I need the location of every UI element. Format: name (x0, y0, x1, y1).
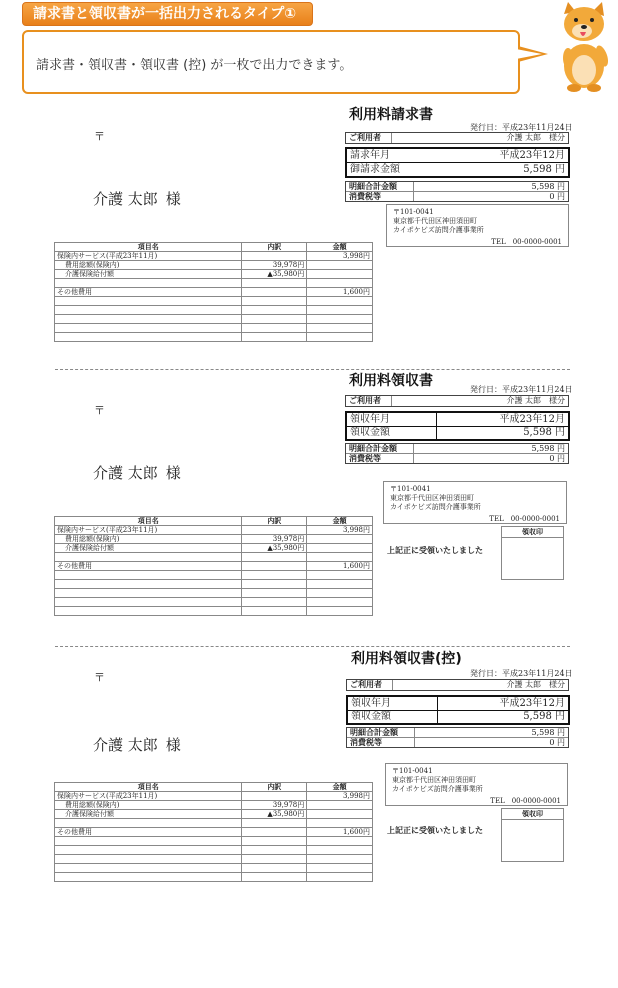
amount-label: 御請求金額 (350, 164, 400, 175)
table-cell-item (55, 607, 242, 616)
recipient-name-text: 介護 太郎 (93, 736, 158, 754)
recipient-name (93, 734, 181, 755)
address-postal: 〒101-0041 (390, 485, 431, 493)
table-cell-item (55, 279, 242, 288)
user-value: 介護 太郎 様分 (506, 396, 565, 405)
table-cell-detail: 39,978円 (242, 801, 307, 810)
table-cell-amount (307, 855, 373, 864)
table-cell-amount (307, 801, 373, 810)
table-cell-detail (242, 324, 307, 333)
dog-mascot-icon (546, 0, 616, 92)
user-value: 介護 太郎 様分 (506, 680, 565, 689)
summary-box (345, 181, 569, 202)
amount-label: 領収金額 (347, 427, 437, 439)
table-cell-amount (307, 535, 373, 544)
amount-value: 5,598 円 (523, 427, 565, 438)
tax-label: 消費税等 (347, 738, 415, 747)
postal-mark: 〒 (94, 671, 105, 684)
table-row (55, 837, 373, 846)
table-cell-detail (242, 553, 307, 562)
doc-title: 利用料領収書 (349, 373, 433, 389)
table-cell-amount (307, 837, 373, 846)
table-cell-item (55, 553, 242, 562)
table-cell-amount: 1,600円 (307, 562, 373, 571)
receipt-stamp-box (501, 526, 564, 580)
table-cell-amount (307, 810, 373, 819)
summary-box (346, 727, 569, 748)
table-cell-detail (242, 589, 307, 598)
table-cell-item: その他費用 (55, 288, 242, 297)
table-row (55, 252, 373, 261)
period-label: 請求年月 (350, 150, 390, 161)
total-value: 5,598 円 (531, 444, 565, 453)
table-header-row (55, 517, 373, 526)
table-row (55, 544, 373, 553)
table-cell-detail (242, 598, 307, 607)
period-label: 領収年月 (347, 413, 437, 426)
table-cell-item (55, 846, 242, 855)
table-header-cell: 金額 (307, 517, 373, 526)
table-cell-detail (242, 297, 307, 306)
table-cell-amount (307, 306, 373, 315)
user-label: ご利用者 (346, 133, 392, 143)
period-label: 領収年月 (348, 697, 438, 710)
table-cell-amount (307, 553, 373, 562)
table-cell-detail (242, 315, 307, 324)
table-cell-amount: 3,998円 (307, 792, 373, 801)
recipient-name (93, 188, 181, 209)
address-line1: 東京都千代田区神田須田町 (393, 217, 477, 225)
user-value: 介護 太郎 様分 (506, 133, 565, 142)
table-row (55, 535, 373, 544)
table-cell-amount (307, 580, 373, 589)
items-table (54, 242, 373, 342)
amount-value: 5,598 円 (523, 711, 565, 722)
tax-value: 0 円 (549, 454, 565, 463)
honorific: 様 (165, 736, 181, 754)
user-box (345, 132, 569, 144)
table-row (55, 324, 373, 333)
doc-title: 利用料請求書 (349, 107, 433, 123)
table-row (55, 306, 373, 315)
invoice-document (0, 102, 618, 372)
table-cell-detail: 39,978円 (242, 535, 307, 544)
total-label: 明細合計金額 (346, 444, 414, 453)
table-cell-amount (307, 819, 373, 828)
user-box (345, 395, 569, 407)
table-cell-amount (307, 324, 373, 333)
receipt-stamp-box (501, 808, 564, 862)
bubble-tail-inner (516, 49, 542, 59)
summary-box (345, 443, 569, 464)
user-box (346, 679, 569, 691)
receipt-document (0, 370, 618, 640)
table-cell-item: 介護保険給付額 (55, 544, 242, 553)
table-cell-detail (242, 828, 307, 837)
total-value: 5,598 円 (531, 728, 565, 737)
table-row (55, 333, 373, 342)
address-postal: 〒101-0041 (393, 208, 434, 216)
table-cell-detail: ▲35,980円 (242, 544, 307, 553)
table-cell-item (55, 315, 242, 324)
period-value: 平成23年12月 (499, 414, 565, 425)
provider-address (383, 481, 567, 524)
table-row (55, 562, 373, 571)
table-row (55, 261, 373, 270)
issue-date: 発行日：平成23年11月24日 (470, 123, 573, 132)
received-text: 上記正に受領いたしました (387, 546, 483, 555)
postal-mark: 〒 (94, 404, 105, 417)
receipt-box (346, 695, 570, 725)
table-cell-item (55, 819, 242, 828)
description-text: 請求書・領収書・領収書 (控) が一枚で出力できます。 (36, 58, 353, 73)
table-row (55, 828, 373, 837)
table-cell-item (55, 333, 242, 342)
total-label: 明細合計金額 (346, 182, 414, 191)
billing-box (345, 147, 570, 178)
table-row (55, 873, 373, 882)
table-row (55, 279, 373, 288)
provider-address (385, 763, 568, 806)
tax-value: 0 円 (549, 738, 565, 747)
table-cell-detail: 39,978円 (242, 261, 307, 270)
recipient-name-text: 介護 太郎 (93, 464, 158, 482)
table-cell-detail (242, 607, 307, 616)
table-cell-detail (242, 288, 307, 297)
table-cell-item (55, 571, 242, 580)
table-row (55, 819, 373, 828)
table-row (55, 270, 373, 279)
user-label: ご利用者 (347, 680, 393, 690)
address-line2: カイポケビズ訪問介護事業所 (390, 503, 481, 511)
recipient-name (93, 462, 181, 483)
table-row (55, 315, 373, 324)
page-title: 請求書と領収書が一括出力されるタイプ① (22, 2, 313, 26)
address-line1: 東京都千代田区神田須田町 (392, 776, 476, 784)
table-cell-item (55, 855, 242, 864)
stamp-label: 領収印 (502, 527, 563, 538)
table-header-row (55, 783, 373, 792)
table-cell-detail (242, 526, 307, 535)
table-row (55, 801, 373, 810)
table-cell-amount (307, 315, 373, 324)
address-line2: カイポケビズ訪問介護事業所 (393, 226, 484, 234)
table-cell-item: その他費用 (55, 562, 242, 571)
total-value: 5,598 円 (531, 182, 565, 191)
table-cell-amount (307, 846, 373, 855)
doc-title: 利用料領収書(控) (351, 651, 462, 667)
period-value: 平成23年12月 (499, 698, 565, 709)
table-cell-item (55, 589, 242, 598)
table-cell-detail (242, 252, 307, 261)
received-text: 上記正に受領いたしました (387, 826, 483, 835)
table-cell-detail: ▲35,980円 (242, 270, 307, 279)
table-cell-item: 介護保険給付額 (55, 270, 242, 279)
table-cell-item: 費用総額(保険内) (55, 801, 242, 810)
tax-value: 0 円 (549, 192, 565, 201)
table-cell-item (55, 580, 242, 589)
table-header-cell: 項目名 (55, 783, 242, 792)
table-row (55, 810, 373, 819)
table-cell-detail (242, 279, 307, 288)
table-cell-item: 介護保険給付額 (55, 810, 242, 819)
amount-label: 領収金額 (348, 711, 438, 723)
address-tel: TEL 00-0000-0001 (489, 515, 560, 523)
total-label: 明細合計金額 (347, 728, 415, 737)
tax-label: 消費税等 (346, 454, 414, 463)
table-cell-item (55, 598, 242, 607)
table-row (55, 855, 373, 864)
table-row (55, 864, 373, 873)
address-line1: 東京都千代田区神田須田町 (390, 494, 474, 502)
table-cell-detail: ▲35,980円 (242, 810, 307, 819)
table-row (55, 792, 373, 801)
table-row (55, 526, 373, 535)
table-header-cell: 内訳 (242, 783, 307, 792)
table-cell-item: その他費用 (55, 828, 242, 837)
table-cell-amount: 3,998円 (307, 252, 373, 261)
table-header-row (55, 243, 373, 252)
table-cell-detail (242, 562, 307, 571)
description-bubble (22, 30, 520, 94)
table-cell-amount (307, 571, 373, 580)
table-cell-detail (242, 333, 307, 342)
address-tel: TEL 00-0000-0001 (491, 238, 562, 246)
items-table (54, 782, 373, 882)
table-cell-amount (307, 261, 373, 270)
table-cell-amount (307, 873, 373, 882)
address-line2: カイポケビズ訪問介護事業所 (392, 785, 483, 793)
table-cell-detail (242, 837, 307, 846)
table-cell-detail (242, 819, 307, 828)
table-cell-item (55, 864, 242, 873)
table-row (55, 607, 373, 616)
table-header-cell: 項目名 (55, 517, 242, 526)
table-cell-item (55, 297, 242, 306)
table-row (55, 297, 373, 306)
table-cell-item: 費用総額(保険内) (55, 261, 242, 270)
table-cell-detail (242, 855, 307, 864)
table-cell-amount: 1,600円 (307, 288, 373, 297)
table-cell-item (55, 873, 242, 882)
table-cell-detail (242, 873, 307, 882)
table-cell-amount (307, 864, 373, 873)
address-tel: TEL 00-0000-0001 (490, 797, 561, 805)
table-row (55, 288, 373, 297)
items-table (54, 516, 373, 616)
table-cell-item: 費用総額(保険内) (55, 535, 242, 544)
table-cell-detail (242, 306, 307, 315)
amount-value: 5,598 円 (523, 164, 565, 175)
table-cell-amount (307, 598, 373, 607)
table-cell-amount (307, 544, 373, 553)
table-row (55, 553, 373, 562)
table-cell-detail (242, 846, 307, 855)
table-cell-item: 保険内サービス(平成23年11月) (55, 252, 242, 261)
receipt-copy-document (0, 648, 618, 918)
table-cell-amount (307, 297, 373, 306)
address-postal: 〒101-0041 (392, 767, 433, 775)
table-header-cell: 項目名 (55, 243, 242, 252)
honorific: 様 (165, 190, 181, 208)
table-row (55, 846, 373, 855)
cut-line (55, 646, 570, 647)
table-cell-detail (242, 864, 307, 873)
table-cell-item: 保険内サービス(平成23年11月) (55, 526, 242, 535)
table-header-cell: 内訳 (242, 517, 307, 526)
table-header-cell: 金額 (307, 243, 373, 252)
table-cell-item (55, 324, 242, 333)
table-cell-detail (242, 580, 307, 589)
table-row (55, 589, 373, 598)
honorific: 様 (165, 464, 181, 482)
table-header-cell: 金額 (307, 783, 373, 792)
user-label: ご利用者 (346, 396, 392, 406)
issue-date: 発行日：平成23年11月24日 (470, 669, 573, 678)
table-cell-amount: 1,600円 (307, 828, 373, 837)
provider-address (386, 204, 569, 247)
postal-mark: 〒 (94, 130, 105, 143)
table-cell-amount (307, 607, 373, 616)
table-cell-item: 保険内サービス(平成23年11月) (55, 792, 242, 801)
table-cell-amount (307, 279, 373, 288)
table-cell-amount: 3,998円 (307, 526, 373, 535)
receipt-box (345, 411, 570, 441)
table-row (55, 580, 373, 589)
tax-label: 消費税等 (346, 192, 414, 201)
table-row (55, 598, 373, 607)
stamp-label: 領収印 (502, 809, 563, 820)
table-cell-item (55, 306, 242, 315)
table-header-cell: 内訳 (242, 243, 307, 252)
table-cell-amount (307, 333, 373, 342)
table-cell-amount (307, 270, 373, 279)
period-value: 平成23年12月 (499, 150, 565, 161)
table-cell-detail (242, 792, 307, 801)
table-cell-detail (242, 571, 307, 580)
table-cell-amount (307, 589, 373, 598)
recipient-name-text: 介護 太郎 (93, 190, 158, 208)
table-row (55, 571, 373, 580)
table-cell-item (55, 837, 242, 846)
issue-date: 発行日：平成23年11月24日 (470, 385, 573, 394)
